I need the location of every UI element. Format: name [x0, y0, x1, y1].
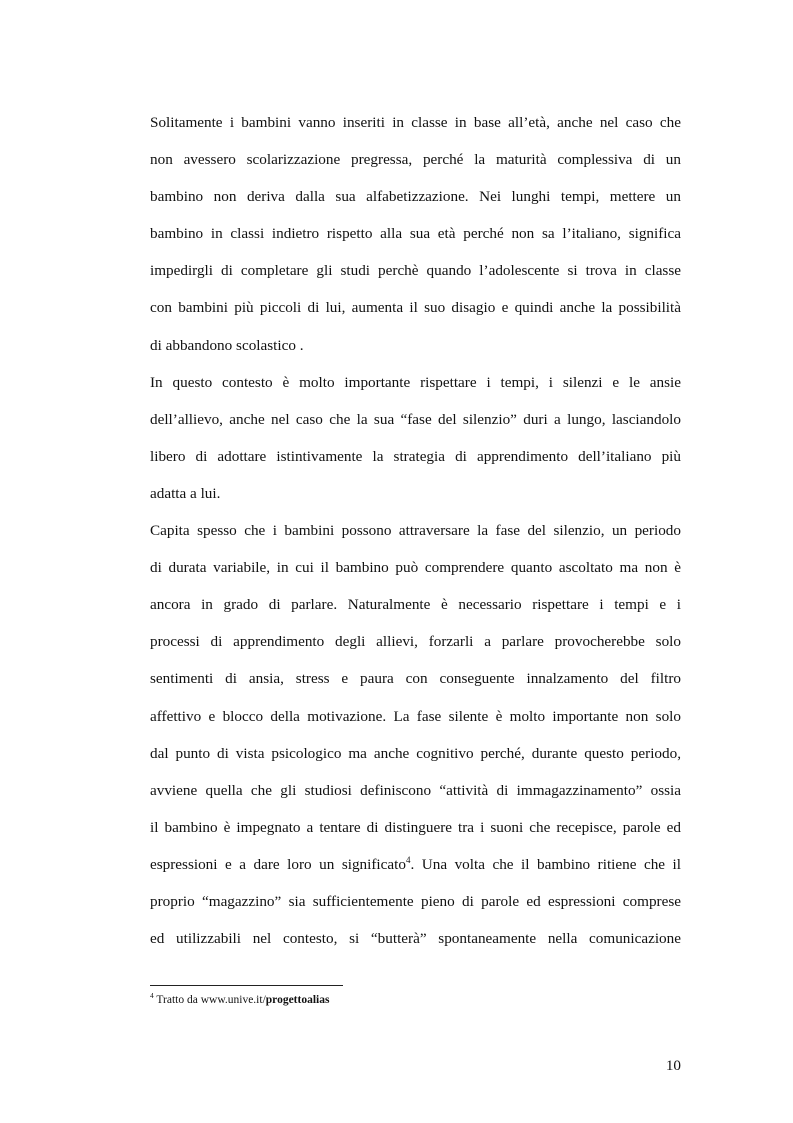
text-line: ancora in grado di parlare. Naturalmente è necessario rispettare i tempi e i: [150, 596, 681, 614]
text-line: dell’allievo, anche nel caso che la sua “fase del silenzio” duri a lungo, lasciandolo: [150, 410, 681, 428]
paragraph-2: [150, 364, 681, 512]
text-line: ed utilizzabili nel contesto, si “butterà” spontaneamente nella comunicazione: [150, 930, 681, 948]
text-line: avviene quella che gli studiosi definiscono “attività di immagazzinamento” ossia: [150, 781, 681, 799]
text-line: bambino in classi indietro rispetto alla sua età perché non sa l’italiano, significa: [150, 225, 681, 243]
text-fragment: espressioni e a dare loro un significato: [150, 855, 406, 873]
body-text: [150, 104, 681, 957]
text-line: non avessero scolarizzazione pregressa, perché la maturità complessiva di un: [150, 151, 681, 169]
footnote-number: 4: [150, 991, 154, 1001]
text-line: In questo contesto è molto importante rispettare i tempi, i silenzi e le ansie: [150, 373, 681, 391]
paragraph-3: [150, 512, 681, 957]
text-line: di durata variabile, in cui il bambino può comprendere quanto ascoltato ma non è: [150, 559, 681, 577]
text-line: processi di apprendimento degli allievi, forzarli a parlare provocherebbe solo: [150, 633, 681, 651]
text-line: impedirgli di completare gli studi perchè quando l’adolescente si trova in classe: [150, 262, 681, 280]
text-line: affettivo e blocco della motivazione. La fase silente è molto importante non solo: [150, 707, 681, 725]
text-line: con bambini più piccoli di lui, aumenta il suo disagio e quindi anche la possibilità: [150, 299, 681, 317]
text-line: Capita spesso che i bambini possono attraversare la fase del silenzio, un periodo: [150, 522, 681, 540]
text-line: bambino non deriva dalla sua alfabetizzazione. Nei lunghi tempi, mettere un: [150, 188, 681, 206]
paragraph-1: [150, 104, 681, 364]
footnote: [150, 993, 329, 1007]
text-line: proprio “magazzino” sia sufficientemente pieno di parole ed espressioni comprese: [150, 892, 681, 910]
footnote-marker[interactable]: 4: [405, 854, 411, 865]
footnote-reference-line: [150, 846, 681, 883]
footnote-link-bold: progettoalias: [265, 994, 330, 1006]
text-line: di abbandono scolastico .: [150, 336, 304, 354]
footnote-divider: [150, 985, 343, 986]
text-line: dal punto di vista psicologico ma anche cognitivo perché, durante questo periodo,: [150, 744, 681, 762]
text-line: libero di adottare istintivamente la strategia di apprendimento dell’italiano più: [150, 447, 681, 465]
footnote-text: Tratto da www.unive.it/: [153, 994, 266, 1006]
page-number: 10: [665, 1057, 681, 1074]
text-line: adatta a lui.: [150, 484, 221, 502]
text-line: sentimenti di ansia, stress e paura con conseguente innalzamento del filtro: [150, 670, 681, 688]
text-line: il bambino è impegnato a tentare di distinguere tra i suoni che recepisce, parole ed: [150, 818, 681, 836]
text-line: Solitamente i bambini vanno inseriti in classe in base all’età, anche nel caso che: [150, 114, 681, 131]
text-fragment: . Una volta che il bambino ritiene che il: [410, 855, 681, 873]
